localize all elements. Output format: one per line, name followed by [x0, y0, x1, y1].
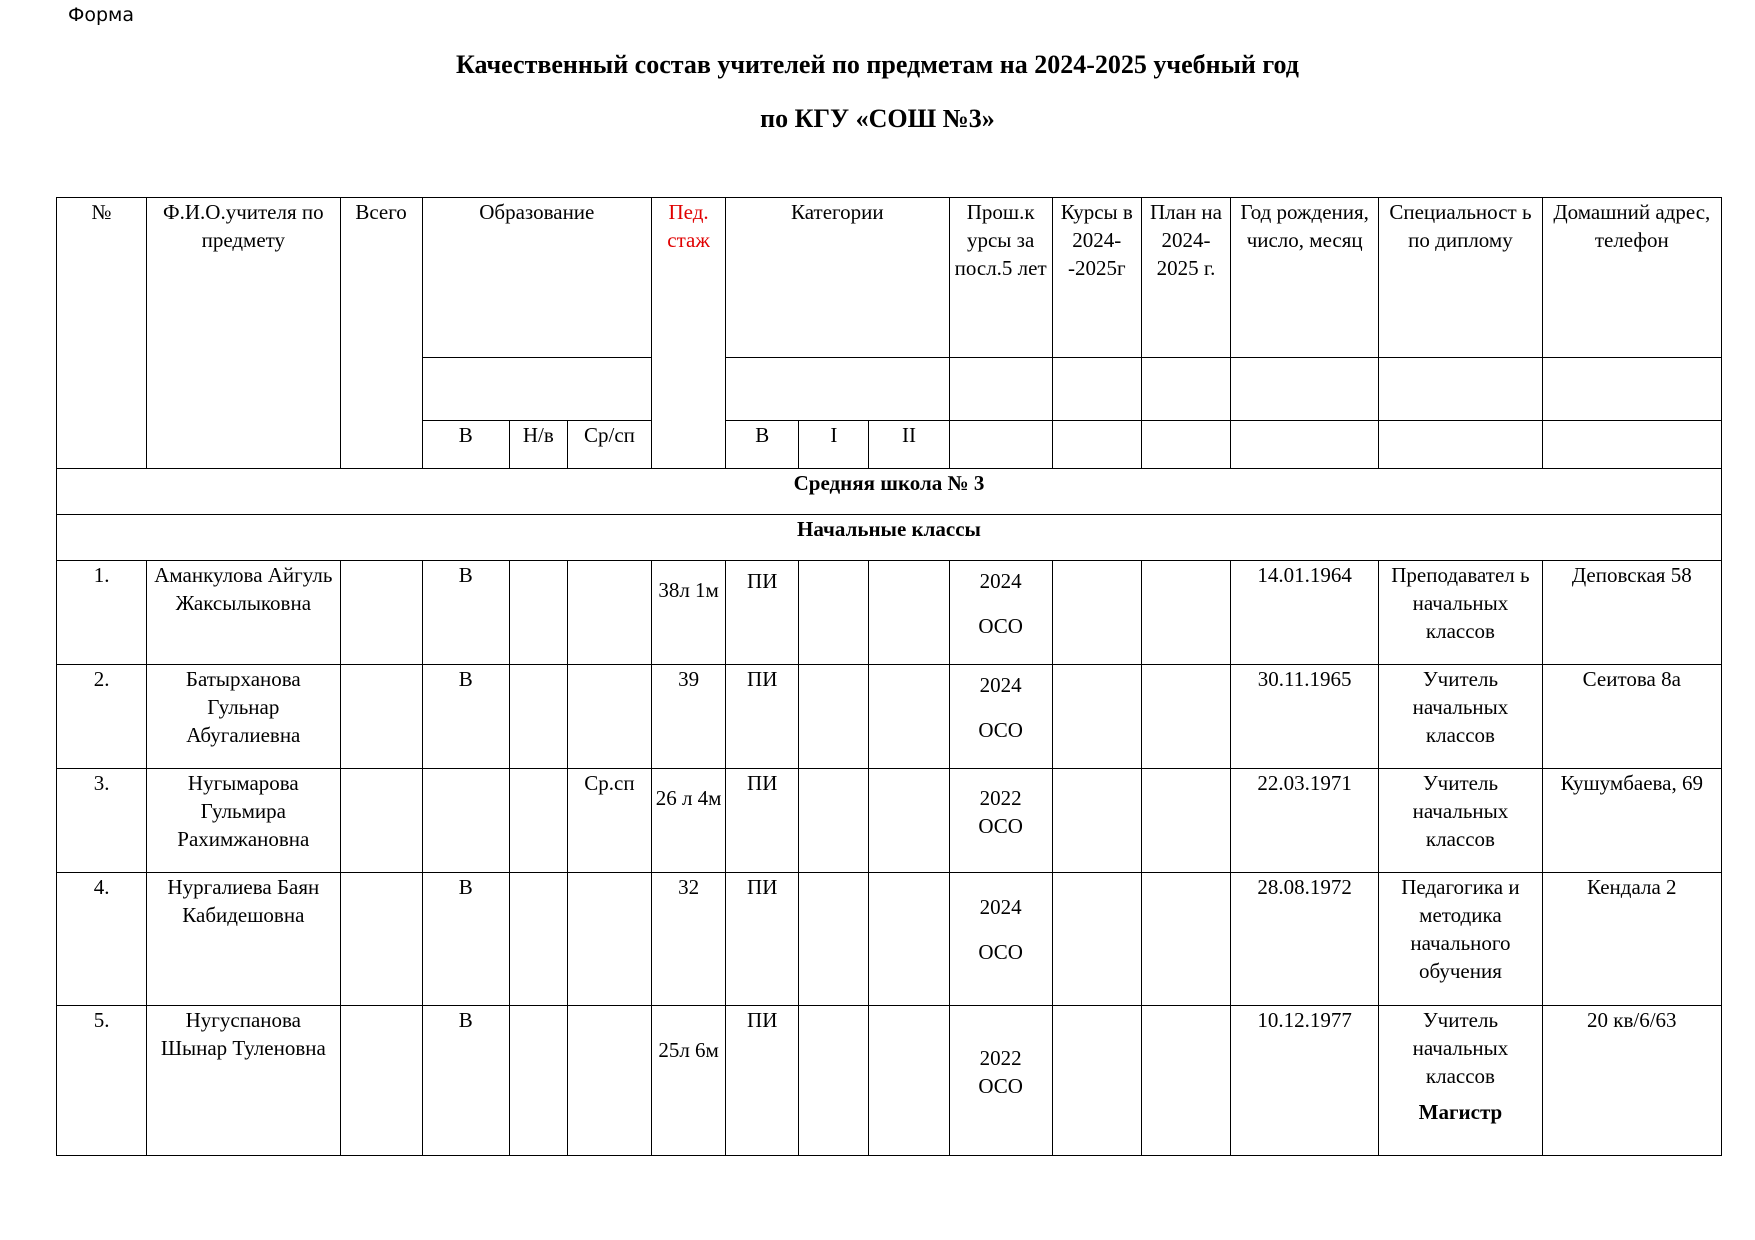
address-cell: Кендала 2 [1542, 873, 1721, 1005]
header-empty-cell [1379, 421, 1542, 468]
header-empty-cell [949, 358, 1052, 421]
edu-srsp-cell [567, 560, 651, 664]
page-title: Качественный состав учителей по предметам на 2024-2025 учебный год [456, 50, 1299, 79]
header-birth: Год рождения, число, месяц [1231, 198, 1379, 358]
cat-v-cell: ПИ [726, 1005, 799, 1155]
courses-5y-cell [949, 873, 1052, 1005]
cat-v-cell: ПИ [726, 769, 799, 873]
header-empty-cell [1141, 358, 1230, 421]
specialty-cell: Учитель начальных классов [1379, 769, 1542, 873]
header-courses-2024: Курсы в 2024--2025г [1052, 198, 1141, 358]
header-total: Всего [340, 198, 422, 469]
section-school: Средняя школа № 3 [57, 468, 1722, 514]
section-school-row [57, 468, 1722, 514]
header-specialty: Специальност ь по диплому [1379, 198, 1542, 358]
cat-v-cell: ПИ [726, 664, 799, 768]
edu-v-cell [422, 769, 509, 873]
cat-2-cell [869, 873, 949, 1005]
section-primary-row [57, 514, 1722, 560]
address-cell: Кушумбаева, 69 [1542, 769, 1721, 873]
header-ped-stazh: Пед. стаж [652, 198, 726, 469]
cat-1-cell [799, 1005, 869, 1155]
specialty-degree: Магистр [1418, 1099, 1503, 1124]
edu-v-cell: В [422, 873, 509, 1005]
header-empty-cell [949, 421, 1052, 468]
teacher-name: Нугуспанова Шынар Туленовна [147, 1005, 340, 1155]
courses-year: 2024 [979, 568, 1022, 593]
courses-org: ОСО [978, 717, 1023, 742]
birth-cell: 28.08.1972 [1231, 873, 1379, 1005]
header-empty-cell [1052, 421, 1141, 468]
table-row [57, 560, 1722, 664]
header-fio: Ф.И.О.учителя по предмету [147, 198, 340, 469]
section-primary: Начальные классы [57, 514, 1722, 560]
courses-5y-cell [949, 560, 1052, 664]
cat-1-cell [799, 560, 869, 664]
stazh-cell: 26 л 4м [652, 769, 726, 873]
plan-cell [1141, 560, 1230, 664]
header-empty-cell [726, 358, 949, 421]
stazh-cell [652, 1005, 726, 1155]
specialty-cell [1379, 1005, 1542, 1155]
stazh-cell: 32 [652, 873, 726, 1005]
total-cell [340, 769, 422, 873]
cat-2-cell [869, 560, 949, 664]
courses-5y-cell [949, 1005, 1052, 1155]
header-empty-cell [422, 358, 651, 421]
birth-cell: 30.11.1965 [1231, 664, 1379, 768]
stazh-cell: 38л 1м [652, 560, 726, 664]
teachers-table [56, 197, 1722, 1156]
specialty-cell: Педагогика и методика начального обучения [1379, 873, 1542, 1005]
stazh-value: 25л 6м [658, 1037, 719, 1062]
courses-5y-cell [949, 664, 1052, 768]
edu-srsp-cell: Ср.сп [567, 769, 651, 873]
table-row [57, 664, 1722, 768]
cat-1-cell [799, 769, 869, 873]
teacher-name: Нугымарова Гульмира Рахимжановна [147, 769, 340, 873]
header-num: № [57, 198, 147, 469]
cat-1-cell [799, 664, 869, 768]
header-edu-v: В [422, 421, 509, 468]
plan-cell [1141, 664, 1230, 768]
courses-year: 2022 [979, 786, 1022, 811]
edu-v-cell: В [422, 560, 509, 664]
plan-cell [1141, 769, 1230, 873]
specialty-cell: Преподавател ь начальных классов [1379, 560, 1542, 664]
edu-v-cell: В [422, 1005, 509, 1155]
edu-v-cell: В [422, 664, 509, 768]
edu-srsp-cell [567, 664, 651, 768]
plan-cell [1141, 873, 1230, 1005]
edu-nv-cell [509, 769, 567, 873]
teacher-name: Аманкулова Айгуль Жаксылыковна [147, 560, 340, 664]
header-plan: План на 2024-2025 г. [1141, 198, 1230, 358]
header-categories: Категории [726, 198, 949, 358]
total-cell [340, 560, 422, 664]
total-cell [340, 873, 422, 1005]
row-num: 1. [57, 560, 147, 664]
header-empty-cell [1231, 358, 1379, 421]
plan-cell [1141, 1005, 1230, 1155]
header-row-1 [57, 198, 1722, 358]
edu-nv-cell [509, 1005, 567, 1155]
header-edu-srsp: Ср/сп [567, 421, 651, 468]
birth-cell: 10.12.1977 [1231, 1005, 1379, 1155]
edu-srsp-cell [567, 1005, 651, 1155]
courses-year: 2022 [979, 1045, 1022, 1070]
courses-org: ОСО [978, 1073, 1023, 1098]
courses-2024-cell [1052, 873, 1141, 1005]
row-num: 3. [57, 769, 147, 873]
cat-2-cell [869, 664, 949, 768]
header-address: Домашний адрес, телефон [1542, 198, 1721, 358]
header-empty-cell [1052, 358, 1141, 421]
header-empty-cell [1542, 421, 1721, 468]
edu-nv-cell [509, 560, 567, 664]
stazh-cell: 39 [652, 664, 726, 768]
courses-org: ОСО [978, 940, 1023, 965]
specialty-cell: Учитель начальных классов [1379, 664, 1542, 768]
courses-2024-cell [1052, 664, 1141, 768]
courses-2024-cell [1052, 1005, 1141, 1155]
form-label: Форма [68, 4, 135, 26]
specialty-text: Учитель начальных классов [1412, 1007, 1509, 1088]
header-cat-2: II [869, 421, 949, 468]
header-empty-cell [1141, 421, 1230, 468]
cat-2-cell [869, 769, 949, 873]
courses-year: 2024 [979, 672, 1022, 697]
address-cell: 20 кв/6/63 [1542, 1005, 1721, 1155]
teacher-name: Нургалиева Баян Кабидешовна [147, 873, 340, 1005]
header-cat-v: В [726, 421, 799, 468]
table-row [57, 769, 1722, 873]
total-cell [340, 1005, 422, 1155]
teacher-name: Батырханова Гульнар Абугалиевна [147, 664, 340, 768]
table-row [57, 873, 1722, 1005]
edu-nv-cell [509, 664, 567, 768]
header-empty-cell [1379, 358, 1542, 421]
courses-5y-cell [949, 769, 1052, 873]
header-edu-nv: Н/в [509, 421, 567, 468]
header-cat-1: I [799, 421, 869, 468]
row-num: 2. [57, 664, 147, 768]
address-cell: Сеитова 8а [1542, 664, 1721, 768]
courses-year: 2024 [979, 895, 1022, 920]
cat-v-cell: ПИ [726, 560, 799, 664]
cat-v-cell: ПИ [726, 873, 799, 1005]
address-cell: Деповская 58 [1542, 560, 1721, 664]
page-subtitle: по КГУ «СОШ №3» [760, 104, 995, 133]
header-education: Образование [422, 198, 651, 358]
courses-2024-cell [1052, 769, 1141, 873]
edu-srsp-cell [567, 873, 651, 1005]
courses-2024-cell [1052, 560, 1141, 664]
header-empty-cell [1231, 421, 1379, 468]
header-empty-cell [1542, 358, 1721, 421]
birth-cell: 22.03.1971 [1231, 769, 1379, 873]
edu-nv-cell [509, 873, 567, 1005]
cat-2-cell [869, 1005, 949, 1155]
courses-org: ОСО [978, 814, 1023, 839]
courses-org: ОСО [978, 613, 1023, 638]
row-num: 4. [57, 873, 147, 1005]
row-num: 5. [57, 1005, 147, 1155]
total-cell [340, 664, 422, 768]
cat-1-cell [799, 873, 869, 1005]
header-courses-5y: Прош.к урсы за посл.5 лет [949, 198, 1052, 358]
birth-cell: 14.01.1964 [1231, 560, 1379, 664]
table-row [57, 1005, 1722, 1155]
